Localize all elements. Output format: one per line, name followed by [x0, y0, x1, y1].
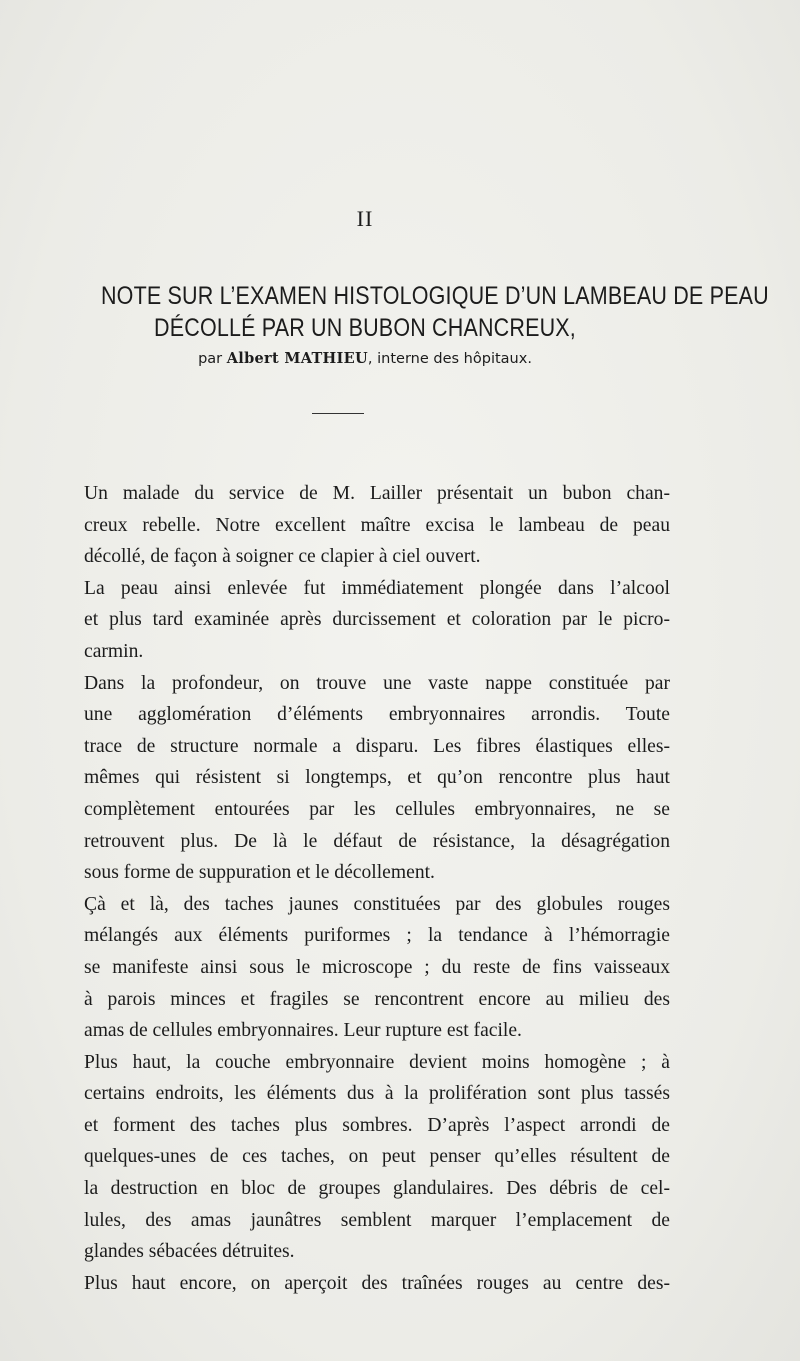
text-line: Plus haut encore, on aperçoit des traînées rouges au centre des-: [84, 1272, 670, 1294]
text-line: une agglomération d’éléments embryonnaires arrondis. Toute: [84, 704, 670, 726]
paragraph: [58, 573, 670, 668]
paragraph: [58, 889, 670, 1047]
title-rule: [312, 413, 364, 414]
byline-suffix: , interne des hôpitaux.: [367, 351, 532, 367]
text-line: et forment des taches plus sombres. D’après l’aspect arrondi de: [84, 1114, 670, 1136]
byline-prefix: par: [198, 351, 223, 367]
text-line: Plus haut, la couche embryonnaire devient moins homogène ; à: [84, 1051, 670, 1073]
article-title-line-1: NOTE SUR L’EXAMEN HISTOLOGIQUE D’UN LAMBEAU DE PEAU: [100, 282, 769, 310]
text-line: mélangés aux éléments puriformes ; la tendance à l’hémorragie: [84, 925, 670, 947]
text-line: glandes sébacées détruites.: [84, 1241, 295, 1263]
text-line: carmin.: [84, 640, 144, 662]
article-title-line-2: DÉCOLLÉ PAR UN BUBON CHANCREUX,: [154, 314, 576, 342]
text-line: complètement entourées par les cellules embryonnaires, ne se: [84, 798, 670, 820]
body-text: [58, 478, 670, 1299]
section-number: II: [356, 206, 374, 231]
text-line: Dans la profondeur, on trouve une vaste nappe constituée par: [84, 672, 670, 694]
text-line: mêmes qui résistent si longtemps, et qu’on rencontre plus haut: [84, 767, 670, 789]
text-line: trace de structure normale a disparu. Les fibres élastiques elles-: [84, 735, 670, 757]
article-title: [100, 280, 769, 344]
text-line: se manifeste ainsi sous le microscope ; du reste de fins vaisseaux: [84, 956, 670, 978]
byline: [0, 350, 730, 367]
text-line: Çà et là, des taches jaunes constituées par des globules rouges: [84, 893, 670, 915]
paragraph: [58, 668, 670, 889]
text-line: certains endroits, les éléments dus à la prolifération sont plus tassés: [84, 1083, 670, 1105]
text-line: creux rebelle. Notre excellent maître excisa le lambeau de peau: [84, 514, 670, 536]
paragraph: [58, 1047, 670, 1268]
text-line: lules, des amas jaunâtres semblent marquer l’emplacement de: [84, 1209, 670, 1231]
author-name: Albert MATHIEU: [226, 350, 368, 367]
text-line: décollé, de façon à soigner ce clapier à ciel ouvert.: [84, 546, 481, 568]
text-line: et plus tard examinée après durcissement et coloration par le picro-: [84, 609, 670, 631]
text-line: amas de cellules embryonnaires. Leur rupture est facile.: [84, 1020, 522, 1042]
paragraph: [58, 478, 670, 573]
text-line: Un malade du service de M. Lailler présentait un bubon chan-: [84, 483, 670, 504]
text-line: la destruction en bloc de groupes glandulaires. Des débris de cel-: [84, 1178, 670, 1200]
text-line: retrouvent plus. De là le défaut de résistance, la désagrégation: [84, 830, 670, 852]
text-line: quelques-unes de ces taches, on peut penser qu’elles résultent de: [84, 1146, 670, 1168]
text-line: La peau ainsi enlevée fut immédiatement plongée dans l’alcool: [84, 577, 670, 599]
text-line: à parois minces et fragiles se rencontrent encore au milieu des: [84, 988, 670, 1010]
text-line: sous forme de suppuration et le décollement.: [84, 862, 435, 884]
paragraph: [58, 1268, 670, 1300]
